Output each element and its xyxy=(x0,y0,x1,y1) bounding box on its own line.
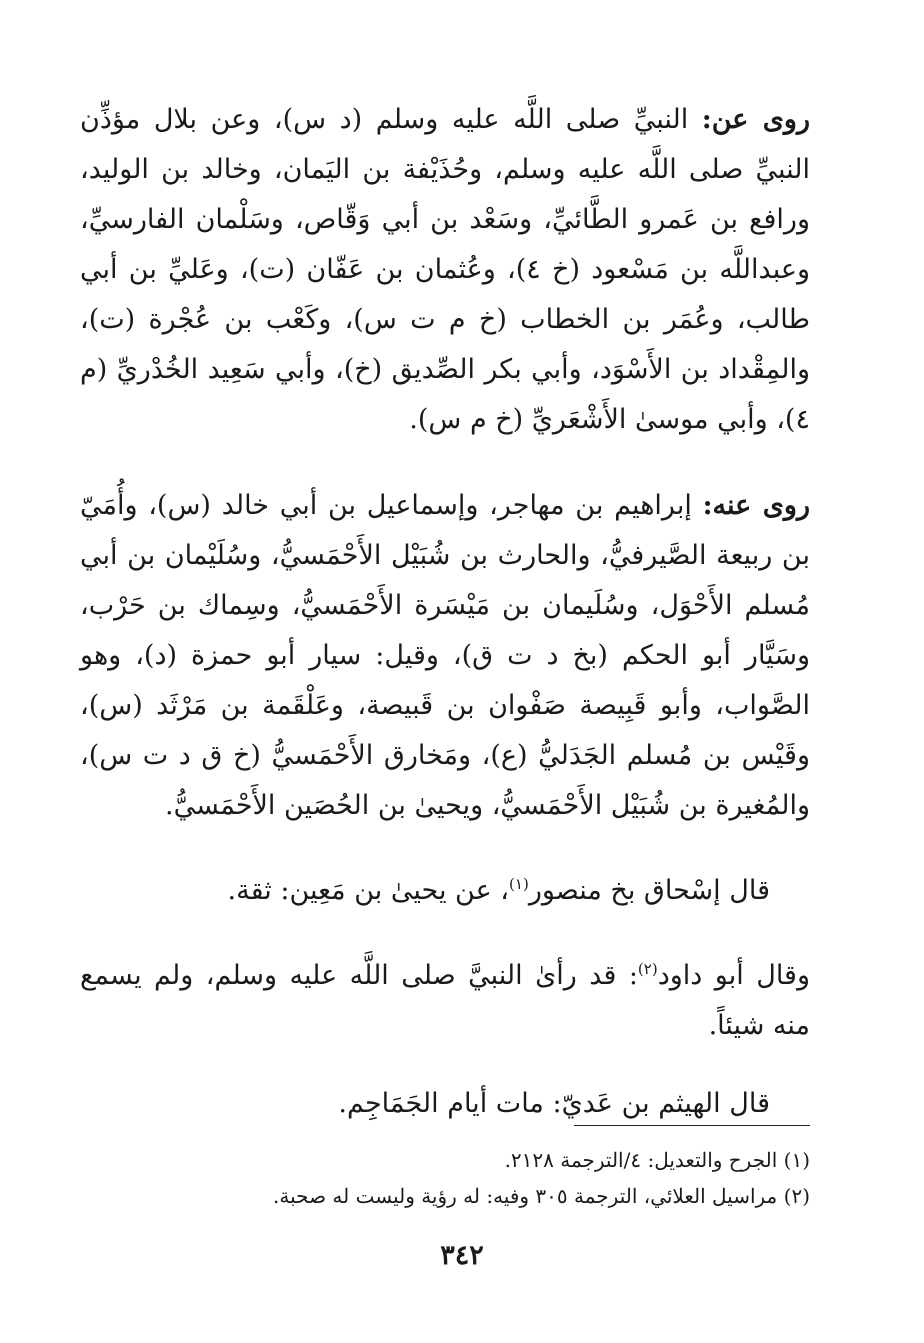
abu-dawud-statement-start: وقال أبو داود xyxy=(657,960,810,991)
main-text xyxy=(80,95,810,1129)
haytham-statement xyxy=(80,1079,810,1129)
narrated-from-paragraph xyxy=(80,95,810,445)
narrated-from-text: النبيِّ صلى اللَّه عليه وسلم (د س)، وعن بلال مؤذِّن النبيِّ صلى اللَّه عليه وسلم، وحُذَيْفة بن اليَمان، وخالد بن الوليد، ورافع بن عَمرو الطَّائيِّ، وسَعْد بن أبي وَقّاص، وسَلْمان الفارسيِّ، وعبداللَّه بن مَسْعود (خ ٤)، وعُثمان بن عَفّان (ت)، وعَليِّ بن أبي طالب، وعُمَر بن الخطاب (خ م ت س)، وكَعْب بن عُجْرة (ت)، والمِقْداد بن الأَسْوَد، وأبي بكر الصِّديق (خ)، وأبي سَعِيد الخُدْريِّ (م ٤)، وأبي موسىٰ الأَشْعَريِّ (خ م س). xyxy=(80,104,810,435)
footnote-divider xyxy=(574,1125,810,1126)
ishaq-statement-end: ، عن يحيىٰ بن مَعِين: ثقة. xyxy=(227,875,510,906)
narrated-by-paragraph xyxy=(80,481,810,831)
ishaq-statement-start: قال إسْحاق بخ منصور xyxy=(528,875,770,906)
abu-dawud-statement xyxy=(80,944,810,1051)
abu-dawud-statement-end: : قد رأىٰ النبيَّ صلى اللَّه عليه وسلم، ولم يسمع منه شيئاً. xyxy=(80,960,810,1041)
footnote-ref-1[interactable]: (١) xyxy=(509,875,529,893)
narrated-from-heading: روى عن: xyxy=(701,104,810,135)
narrated-by-heading: روى عنه: xyxy=(702,490,811,521)
footnotes xyxy=(80,1142,810,1214)
narrated-by-text: إبراهيم بن مهاجر، وإسماعيل بن أبي خالد (س)، وأُمَيّ بن ربيعة الصَّيرفيُّ، والحارث بن شُبَيْل الأَحْمَسيُّ، وسُلَيْمان بن أبي مُسلم الأَحْوَل، وسُلَيمان بن مَيْسَرة الأَحْمَسيُّ، وسِماك بن حَرْب، وسَيَّار أبو الحكم (بخ د ت ق)، وقيل: سيار أبو حمزة (د)، وهو الصَّواب، وأبو قَبِيصة صَفْوان بن قَبيصة، وعَلْقَمة بن مَرْثَد (س)، وقَيْس بن مُسلم الجَدَليُّ (ع)، ومَخارق الأَحْمَسيُّ (خ ق د ت س)، والمُغيرة بن شُبَيْل الأَحْمَسيُّ، ويحيىٰ بن الحُصَين الأَحْمَسيُّ. xyxy=(80,490,810,821)
footnote-1: (١) الجرح والتعديل: ٤/الترجمة ٢١٢٨. xyxy=(504,1148,810,1172)
ishaq-statement xyxy=(80,859,810,916)
footnote-2: (٢) مراسيل العلائي، الترجمة ٣٠٥ وفيه: له رؤية وليست له صحبة. xyxy=(273,1184,810,1208)
page-number: ٣٤٢ xyxy=(440,1240,484,1271)
footnote-ref-2[interactable]: (٢) xyxy=(637,960,658,978)
haytham-statement-text: قال الهيثم بن عَديّ: مات أيام الجَمَاجِم. xyxy=(338,1088,770,1119)
